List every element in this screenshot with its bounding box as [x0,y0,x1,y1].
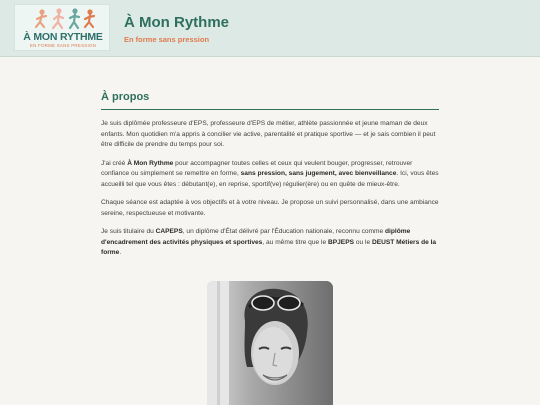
p2-emphasis: sans pression, sans jugement, avec bienveillance [240,170,397,177]
about-paragraph-3: Chaque séance est adaptée à vos objectifs et à votre niveau. Je propose un suivi personnalisé, dans une ambiance sereine, respectueuse et motivante. [101,199,439,217]
about-paragraph-4 [101,227,439,259]
about-paragraph-1: Je suis diplômée professeure d'EPS, professeure d'EPS de métier, athlète passionnée et jeune maman de deux enfants. Mon quotidien m'a appris à concilier vie active, parentalité et pratique sportive — et je sais combien il peut être difficile de prendre du temps pour soi. [101,120,436,148]
about-paragraph-2 [101,159,439,191]
bpjeps-label: BPJEPS [327,238,354,246]
p4-text-d: ou le [354,238,372,246]
profile-photo [207,281,333,405]
p4-text-a: Je suis titulaire du [101,228,156,235]
p4-text-c: , au même titre que le [262,238,328,246]
site-logo[interactable] [14,4,110,51]
about-heading: À propos [101,91,439,110]
p2-text-a: J'ai créé [101,159,128,167]
p2-text-b: pour accompagner toutes celles et ceux qui veulent bouger, progresser, retrouver confiance ou simplement se remettre en forme, [101,159,413,177]
site-tagline: En forme sans pression [124,35,210,44]
site-header [0,0,540,57]
deust-label: DEUST Métiers de la forme [101,238,437,256]
logo-text: À MON RYTHME [23,31,103,43]
about-section [101,91,439,259]
p2-text-c: . Ici, vous êtes accueilli tel que vous êtes : débutant(e), en reprise, sportif(ve) régulier(ère) ou en quête de mieux-être. [101,170,439,188]
logo-tagline: EN FORME SANS PRESSION [29,43,97,48]
p4-text-b: , un diplôme d'État délivré par l'Éducation nationale, reconnu comme [182,228,386,235]
runners-logo-icon [15,5,111,33]
site-title[interactable]: À Mon Rythme [124,14,229,31]
brand-name: À Mon Rythme [127,159,174,167]
diploma-label: diplôme d'encadrement des activités physiques et sportives [101,228,411,246]
p4-text-e: . [119,249,122,256]
portrait-image [207,281,333,405]
capeps-label: CAPEPS [155,228,183,235]
